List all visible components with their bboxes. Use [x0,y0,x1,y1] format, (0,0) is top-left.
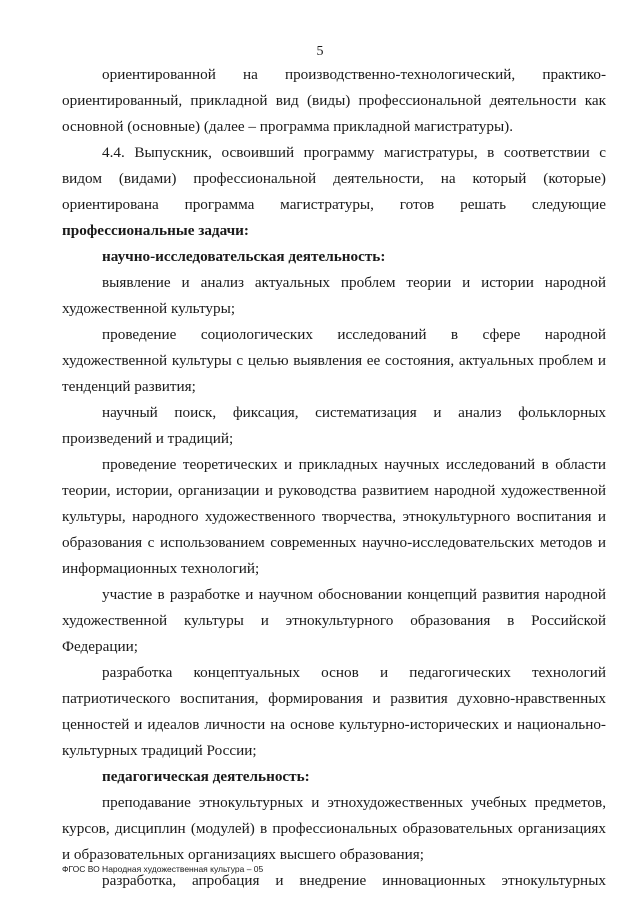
research-task-3: научный поиск, фиксация, систематизация и анализ фольклорных произведений и традиций; [62,404,606,447]
research-task-5: участие в разработке и научном обосновании концепций развития народной художественной культуры и этнокультурного образования в Российской Федерации; [62,586,606,655]
professional-tasks-emphasis: профессиональные задачи: [62,222,249,239]
heading-research-activity: научно-исследовательская деятельность: [102,248,386,265]
heading-pedagogical-activity: педагогическая деятельность: [102,768,310,785]
research-task-4: проведение теоретических и прикладных научных исследований в области теории, истории, организации и руководства развитием народной художественной культуры, народного художественного творчества, этнокультурного воспитания и образования с использованием современных научно-исследовательских методов и информационных технологий; [62,456,606,577]
paragraph-applied-masters: ориентированной на производственно-технологический, практико-ориентированный, прикладной вид (виды) профессиональной деятельности как основной (основные) (далее – программа прикладной магистратуры). [62,66,606,135]
pedagogical-task-1: преподавание этнокультурных и этнохудожественных учебных предметов, курсов, дисциплин (модулей) в профессиональных образовательных организациях и образовательных организациях высшего образования; [62,794,606,863]
document-body [62,62,606,894]
paragraph-graduate-tasks [62,140,606,244]
research-task-2: проведение социологических исследований в сфере народной художественной культуры с целью выявления ее состояния, актуальных проблем и тенденций развития; [62,326,606,395]
pedagogical-task-2: разработка, апробация и внедрение инновационных этнокультурных [102,872,606,889]
graduate-tasks-text: 4.4. Выпускник, освоивший программу магистратуры, в соответствии с видом (видами) профессиональной деятельности, на который (которые) ориентирована программа магистратуры, готов решать следующие [62,144,606,213]
research-task-1: выявление и анализ актуальных проблем теории и истории народной художественной культуры; [62,274,606,317]
research-task-6: разработка концептуальных основ и педагогических технологий патриотического воспитания, формирования и развития духовно-нравственных ценностей и идеалов личности на основе культурно-исторических и национально-культурных традиций России; [62,664,606,759]
page-footer: ФГОС ВО Народная художественная культура – 05 [62,864,264,874]
page-number: 5 [316,44,324,59]
